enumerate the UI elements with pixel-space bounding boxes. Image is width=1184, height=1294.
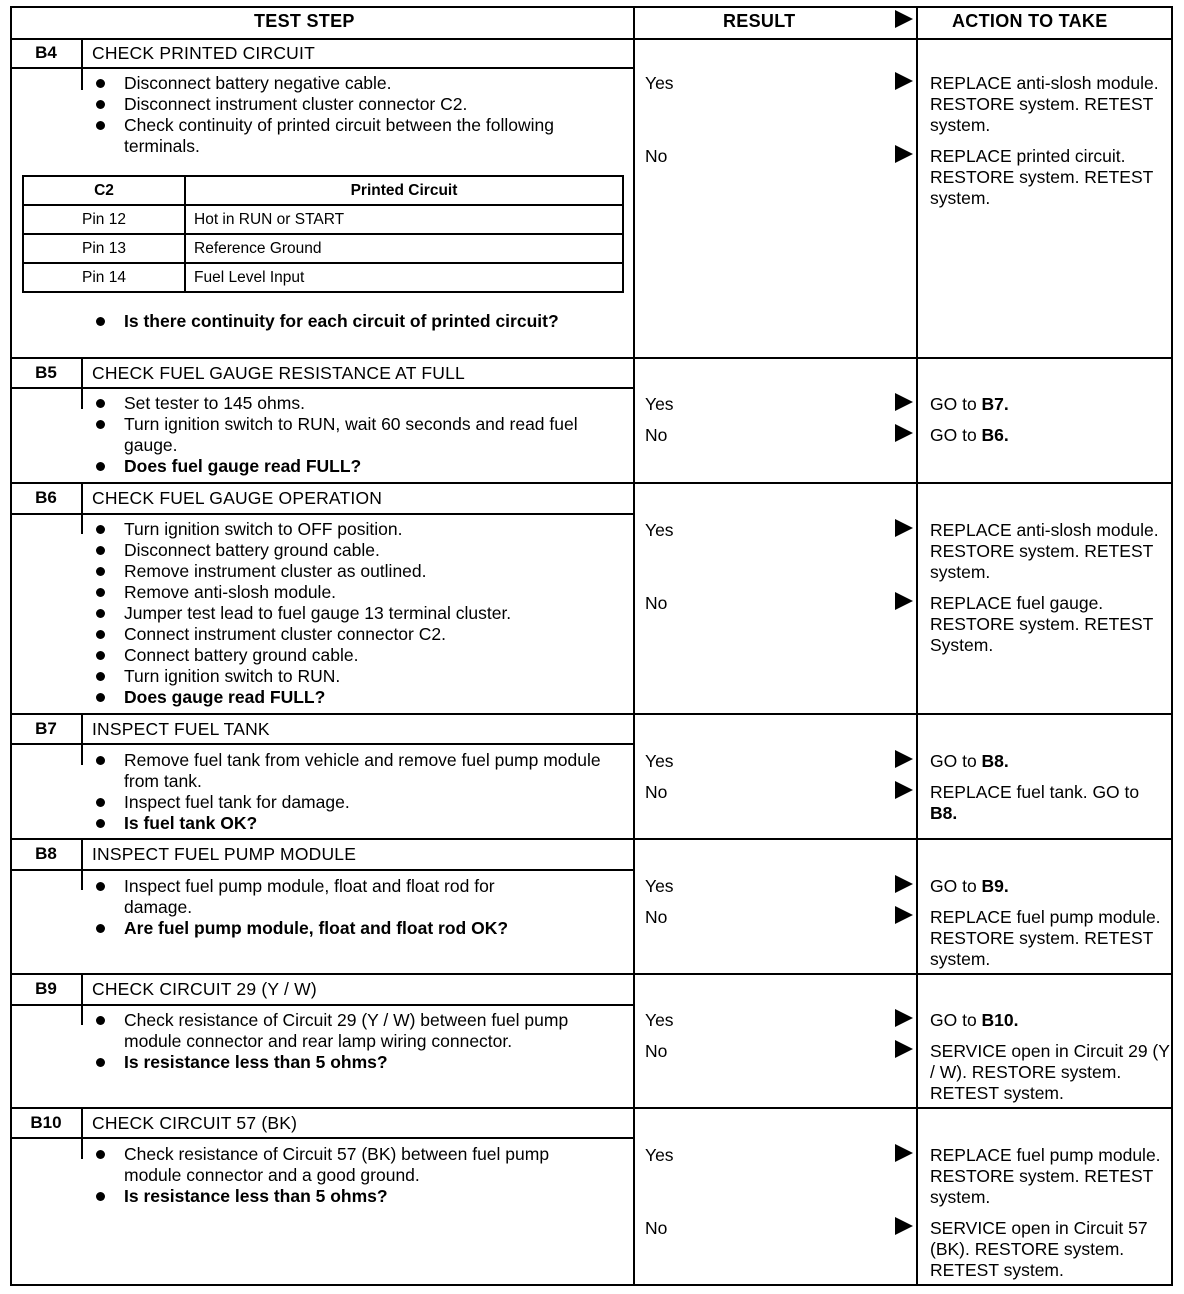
arrow-right-icon — [895, 875, 913, 893]
table-cell: Pin 12 — [23, 205, 185, 234]
step-question: Are fuel pump module, float and float rod OK? — [92, 918, 624, 939]
step-bullet: Jumper test lead to fuel gauge 13 terminal cluster. — [92, 603, 624, 624]
step-bullet: Remove anti-slosh module. — [92, 582, 624, 603]
step-bullet: Check resistance of Circuit 57 (BK) between fuel pump module connector and a good ground. — [92, 1144, 594, 1186]
step-question-block — [92, 311, 624, 332]
arrow-right-icon — [895, 1144, 913, 1162]
table-cell: Fuel Level Input — [185, 263, 623, 292]
arrow-right-icon — [895, 145, 913, 163]
action-yes: REPLACE fuel pump module. RESTORE system. RETEST system. — [930, 1145, 1161, 1207]
step-instructions — [92, 393, 624, 477]
step-bullet: Disconnect battery ground cable. — [92, 540, 624, 561]
step-instructions — [92, 73, 624, 157]
step-id: B6 — [35, 488, 57, 507]
result-no: No — [645, 782, 668, 802]
result-no: No — [645, 907, 668, 927]
table-row — [23, 205, 623, 234]
step-title: CHECK FUEL GAUGE OPERATION — [92, 488, 383, 508]
step-instructions — [92, 1144, 624, 1207]
step-question: Does gauge read FULL? — [92, 687, 624, 708]
step-id: B7 — [35, 719, 57, 738]
step-id: B9 — [35, 979, 57, 998]
step-id: B4 — [35, 43, 57, 62]
step-bullet: Disconnect instrument cluster connector C2. — [92, 94, 624, 115]
arrow-right-icon — [895, 906, 913, 924]
header-result: RESULT — [723, 11, 796, 31]
action-no: REPLACE printed circuit. RESTORE system. RETEST system. — [930, 146, 1154, 208]
table-row — [23, 234, 623, 263]
arrow-right-icon — [895, 592, 913, 610]
step-question: Is there continuity for each circuit of printed circuit? — [92, 311, 564, 332]
arrow-right-icon — [895, 393, 913, 411]
step-title: CHECK PRINTED CIRCUIT — [92, 43, 315, 63]
table-cell: Hot in RUN or START — [185, 205, 623, 234]
printed-circuit-table — [22, 175, 624, 293]
step-id: B10 — [30, 1113, 62, 1132]
header-test-step: TEST STEP — [254, 11, 355, 31]
result-no: No — [645, 1218, 668, 1238]
step-bullet: Disconnect battery negative cable. — [92, 73, 624, 94]
arrow-right-icon — [895, 781, 913, 799]
step-bullet: Inspect fuel tank for damage. — [92, 792, 624, 813]
step-bullet: Remove fuel tank from vehicle and remove fuel pump module from tank. — [92, 750, 624, 792]
step-bullet: Set tester to 145 ohms. — [92, 393, 624, 414]
step-bullet: Inspect fuel pump module, float and float rod for damage. — [92, 876, 564, 918]
action-no: REPLACE fuel pump module. RESTORE system. RETEST system. — [930, 907, 1161, 969]
result-no: No — [645, 1041, 668, 1061]
action-no: GO to B6. — [930, 425, 1009, 445]
header-action: ACTION TO TAKE — [952, 11, 1108, 31]
step-instructions — [92, 876, 624, 939]
header-arrow-icon — [895, 10, 913, 28]
step-title: CHECK CIRCUIT 29 (Y / W) — [92, 979, 317, 999]
result-no: No — [645, 593, 668, 613]
arrow-right-icon — [895, 72, 913, 90]
step-question: Does fuel gauge read FULL? — [92, 456, 624, 477]
step-instructions — [92, 750, 624, 834]
step-instructions — [92, 1010, 624, 1073]
action-no: SERVICE open in Circuit 57 (BK). RESTORE system. RETEST system. — [930, 1218, 1148, 1280]
action-yes: GO to B10. — [930, 1010, 1019, 1030]
step-bullet: Check resistance of Circuit 29 (Y / W) between fuel pump module connector and rear lamp wiring connector. — [92, 1010, 594, 1052]
action-yes: REPLACE anti-slosh module. RESTORE system. RETEST system. — [930, 520, 1159, 582]
action-no: REPLACE fuel gauge. RESTORE system. RETEST System. — [930, 593, 1154, 655]
step-question: Is resistance less than 5 ohms? — [92, 1186, 624, 1207]
result-yes: Yes — [645, 394, 674, 414]
action-no: SERVICE open in Circuit 29 (Y / W). RESTORE system. RETEST system. — [930, 1041, 1170, 1103]
arrow-right-icon — [895, 1009, 913, 1027]
action-yes: REPLACE anti-slosh module. RESTORE system. RETEST system. — [930, 73, 1159, 135]
table-cell: Pin 14 — [23, 263, 185, 292]
result-yes: Yes — [645, 876, 674, 896]
step-bullet: Turn ignition switch to RUN. — [92, 666, 624, 687]
result-yes: Yes — [645, 73, 674, 93]
step-title: CHECK FUEL GAUGE RESISTANCE AT FULL — [92, 363, 465, 383]
arrow-right-icon — [895, 519, 913, 537]
table-cell: Pin 13 — [23, 234, 185, 263]
step-id: B8 — [35, 844, 57, 863]
step-bullet: Turn ignition switch to OFF position. — [92, 519, 624, 540]
result-no: No — [645, 425, 668, 445]
table-cell: Reference Ground — [185, 234, 623, 263]
action-no: REPLACE fuel tank. GO to B8. — [930, 782, 1140, 823]
step-id: B5 — [35, 363, 57, 382]
result-yes: Yes — [645, 1010, 674, 1030]
step-instructions — [92, 519, 624, 708]
step-question: Is resistance less than 5 ohms? — [92, 1052, 624, 1073]
step-bullet: Connect battery ground cable. — [92, 645, 624, 666]
arrow-right-icon — [895, 1217, 913, 1235]
table-row — [23, 263, 623, 292]
result-yes: Yes — [645, 520, 674, 540]
table-header: C2 — [23, 176, 185, 205]
result-no: No — [645, 146, 668, 166]
result-yes: Yes — [645, 1145, 674, 1165]
table-header: Printed Circuit — [185, 176, 623, 205]
step-bullet: Remove instrument cluster as outlined. — [92, 561, 624, 582]
action-yes: GO to B9. — [930, 876, 1009, 896]
arrow-right-icon — [895, 424, 913, 442]
result-yes: Yes — [645, 751, 674, 771]
arrow-right-icon — [895, 1040, 913, 1058]
action-yes: GO to B8. — [930, 751, 1009, 771]
step-title: INSPECT FUEL PUMP MODULE — [92, 844, 357, 864]
action-yes: GO to B7. — [930, 394, 1009, 414]
step-title: CHECK CIRCUIT 57 (BK) — [92, 1113, 298, 1133]
step-bullet: Turn ignition switch to RUN, wait 60 seconds and read fuel gauge. — [92, 414, 584, 456]
step-bullet: Connect instrument cluster connector C2. — [92, 624, 624, 645]
arrow-right-icon — [895, 750, 913, 768]
step-question: Is fuel tank OK? — [92, 813, 624, 834]
step-bullet: Check continuity of printed circuit between the following terminals. — [92, 115, 564, 157]
step-title: INSPECT FUEL TANK — [92, 719, 270, 739]
